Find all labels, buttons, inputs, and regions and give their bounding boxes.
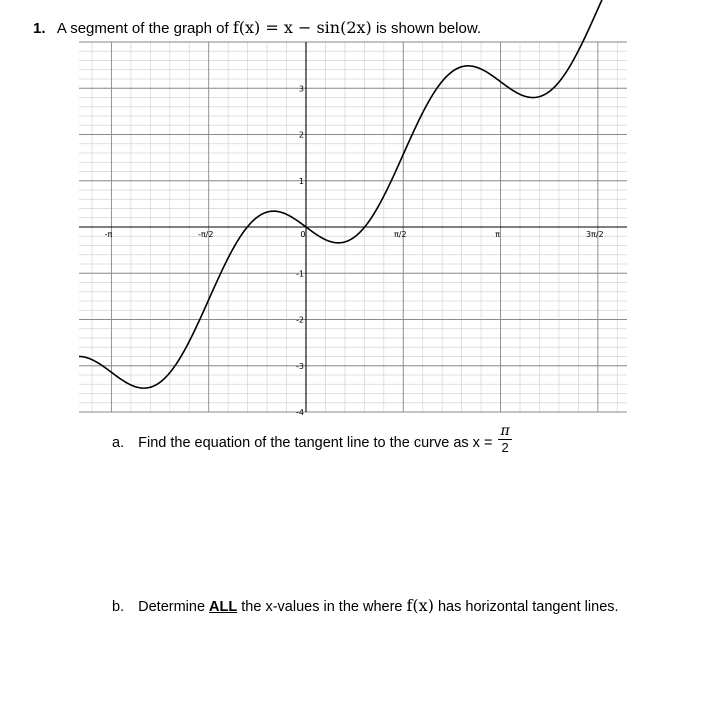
function-graph (79, 42, 627, 417)
x-tick-label: -π/2 (197, 230, 214, 239)
y-tick-label: 1 (298, 176, 304, 186)
y-tick-label: -1 (295, 269, 304, 279)
part-a-text: Find the equation of the tangent line to the curve as (138, 434, 469, 451)
y-tick-label: -4 (295, 408, 304, 417)
part-b (112, 596, 619, 615)
y-tick-label: -2 (295, 315, 304, 325)
part-a (112, 423, 512, 459)
y-tick-label: 2 (298, 130, 304, 140)
question-intro-before: A segment of the graph of (56, 20, 229, 37)
question-intro-after: is shown below. (375, 20, 481, 37)
x-tick-label: π (495, 230, 500, 239)
pi-over-two-fraction (498, 423, 511, 455)
function-expression: f(x) = x − sin(2x) (232, 18, 372, 37)
part-b-letter: b. (112, 599, 125, 615)
part-b-emphasis: ALL (209, 599, 238, 615)
part-a-letter: a. (112, 434, 125, 451)
part-a-lhs: x = (472, 434, 493, 451)
fraction-denominator: 2 (501, 440, 509, 455)
part-b-function: f(x) (406, 596, 434, 615)
part-b-middle: the x-values in the where (241, 599, 403, 615)
y-tick-label: -3 (295, 361, 304, 371)
part-b-before: Determine (138, 599, 206, 615)
function-curve (79, 0, 627, 388)
x-tick-label: 3π/2 (585, 230, 604, 239)
fraction-numerator: π (500, 423, 510, 439)
x-tick-label: -π (104, 230, 113, 239)
question-number: 1. (33, 20, 46, 37)
y-tick-label: 3 (298, 84, 304, 94)
part-b-after: has horizontal tangent lines. (437, 599, 619, 615)
x-tick-label: 0 (300, 230, 306, 239)
question-line (33, 18, 481, 37)
x-tick-label: π/2 (393, 230, 407, 239)
